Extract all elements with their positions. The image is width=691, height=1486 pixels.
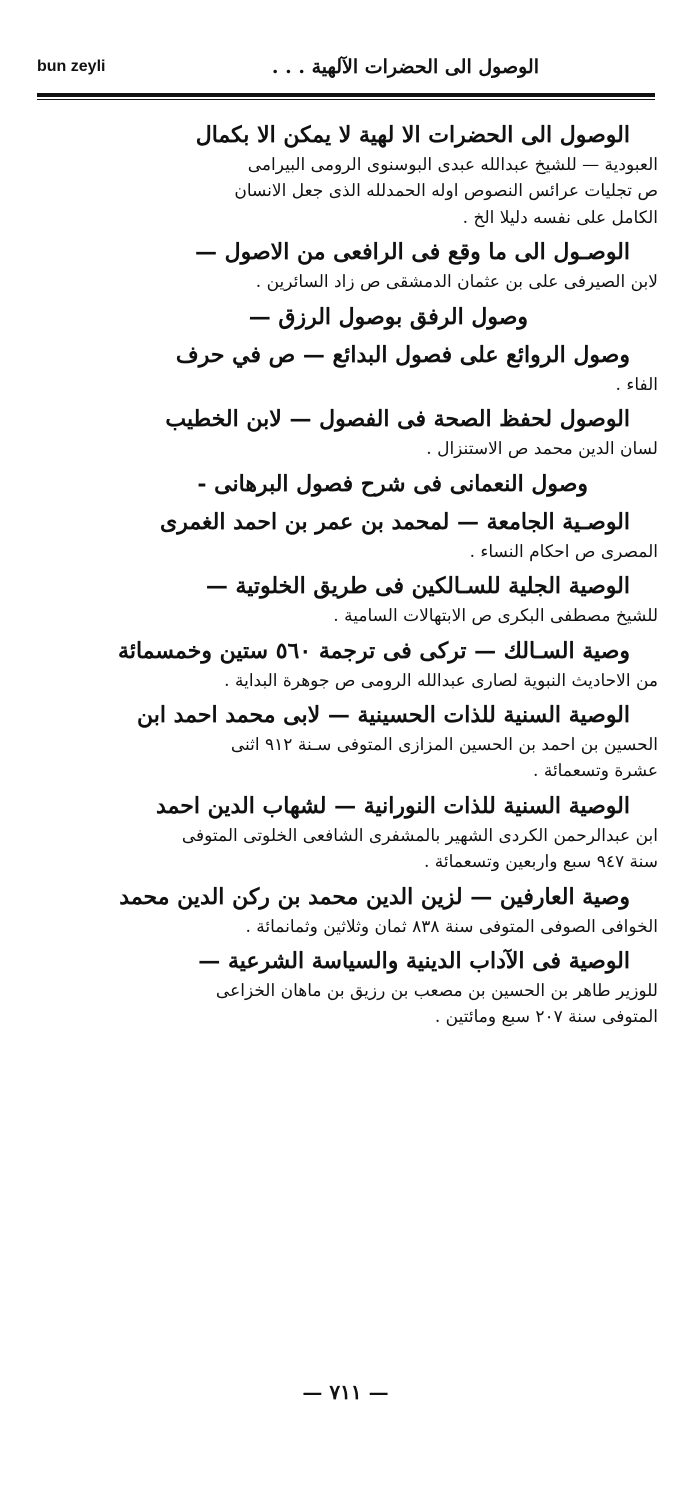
entry-heading: الوصية الجلية للسـالكين فى طريق الخلوتية —	[205, 573, 630, 600]
entry-text: الخوافى الصوفى المتوفى سنة ٨٣٨ ثمان وثلاثين وثمانمائة .	[245, 916, 658, 937]
entry-heading: وصول النعمانى فى شرح فصول البرهانى -	[197, 470, 588, 497]
entry-text: العبودية — للشيخ عبدالله عبدى البوسنوى الرومى البيرامى	[247, 155, 658, 176]
entry-text: الكامل على نفسه دليلا الخ .	[462, 207, 658, 228]
entry	[68, 402, 658, 462]
entry-heading: الوصية السنية للذات النورانية — لشهاب الدين احمد	[156, 792, 630, 819]
entry-text: ابن عبدالرحمن الكردى الشهير بالمشفرى الشافعى الخلوتى المتوفى	[181, 825, 658, 846]
entry-text: المصرى ص احكام النساء .	[469, 541, 658, 562]
entry	[68, 944, 658, 1031]
entry	[68, 235, 658, 295]
entry-heading: الوصـول الى ما وقع فى الرافعى من الاصول —	[194, 239, 630, 266]
entry-heading: وصية السـالك — تركى فى ترجمة ٥٦٠ ستين وخمسمائة	[118, 637, 630, 664]
entry-heading: الوصية فى الآداب الدينية والسياسة الشرعية —	[198, 947, 630, 974]
header-rule-thick	[37, 93, 655, 97]
page-header	[0, 0, 691, 110]
entry	[68, 789, 658, 876]
entry-text: لسان الدين محمد ص الاستنزال .	[426, 439, 658, 460]
entry-text: للوزير طاهر بن الحسين بن مصعب بن رزيق بن ماهان الخزاعى	[215, 981, 658, 1002]
entries-list	[68, 118, 658, 1035]
entry	[68, 698, 658, 785]
entry-text: ص تجليات عرائس النصوص اوله الحمدلله الذى جعل الانسان	[234, 181, 658, 202]
entry-text: للشيخ مصطفى البكرى ص الابتهالات السامية .	[333, 606, 658, 627]
entry-text: سنة ٩٤٧ سبع واربعين وتسعمائة .	[423, 852, 658, 873]
entry	[68, 338, 658, 398]
entry-heading: الوصول الى الحضرات الا لهية لا يمكن الا بكمال	[195, 122, 630, 148]
entry-text: لابن الصيرفى على بن عثمان الدمشقى ص زاد السائرين .	[255, 272, 658, 293]
entry-text: الحسين بن احمد بن الحسين المزازى المتوفى سـنة ٩١٢ اثنى	[230, 735, 658, 756]
entry-text: المتوفى سنة ٢٠٧ سبع ومائتين .	[434, 1007, 658, 1028]
entry-heading: وصية العارفين — لزين الدين محمد بن ركن الدين محمد	[119, 883, 630, 910]
entry-heading: الوصول لحفظ الصحة فى الفصول — لابن الخطيب	[165, 406, 630, 433]
header-left-text: bun zeyli	[37, 58, 106, 75]
entry-text: الفاء .	[615, 374, 658, 395]
entry-text: من الاحاديث النبوية لصارى عبدالله الرومى ص جوهرة البداية .	[224, 670, 658, 691]
entry	[68, 118, 658, 231]
entry	[68, 880, 658, 940]
header-rule-thin	[37, 99, 655, 100]
entry	[68, 569, 658, 629]
page-number: — ٧١١ —	[302, 1380, 389, 1404]
entry-heading: الوصـية الجامعة — لمحمد بن عمر بن احمد الغمرى	[159, 508, 630, 535]
entry-heading: وصول الرفق بوصول الرزق —	[248, 303, 528, 330]
entry-heading: الوصية السنية للذات الحسينية — لابى محمد احمد ابن	[136, 701, 630, 728]
entry	[68, 467, 658, 501]
entry	[68, 634, 658, 694]
entry	[68, 300, 658, 334]
entry-text: عشرة وتسعمائة .	[533, 761, 658, 782]
header-running-title: الوصول الى الحضرات الآلهية . . .	[271, 56, 539, 78]
entry-heading: وصول الروائع على فصول البدائع — ص في حرف	[175, 341, 630, 368]
entry	[68, 505, 658, 565]
